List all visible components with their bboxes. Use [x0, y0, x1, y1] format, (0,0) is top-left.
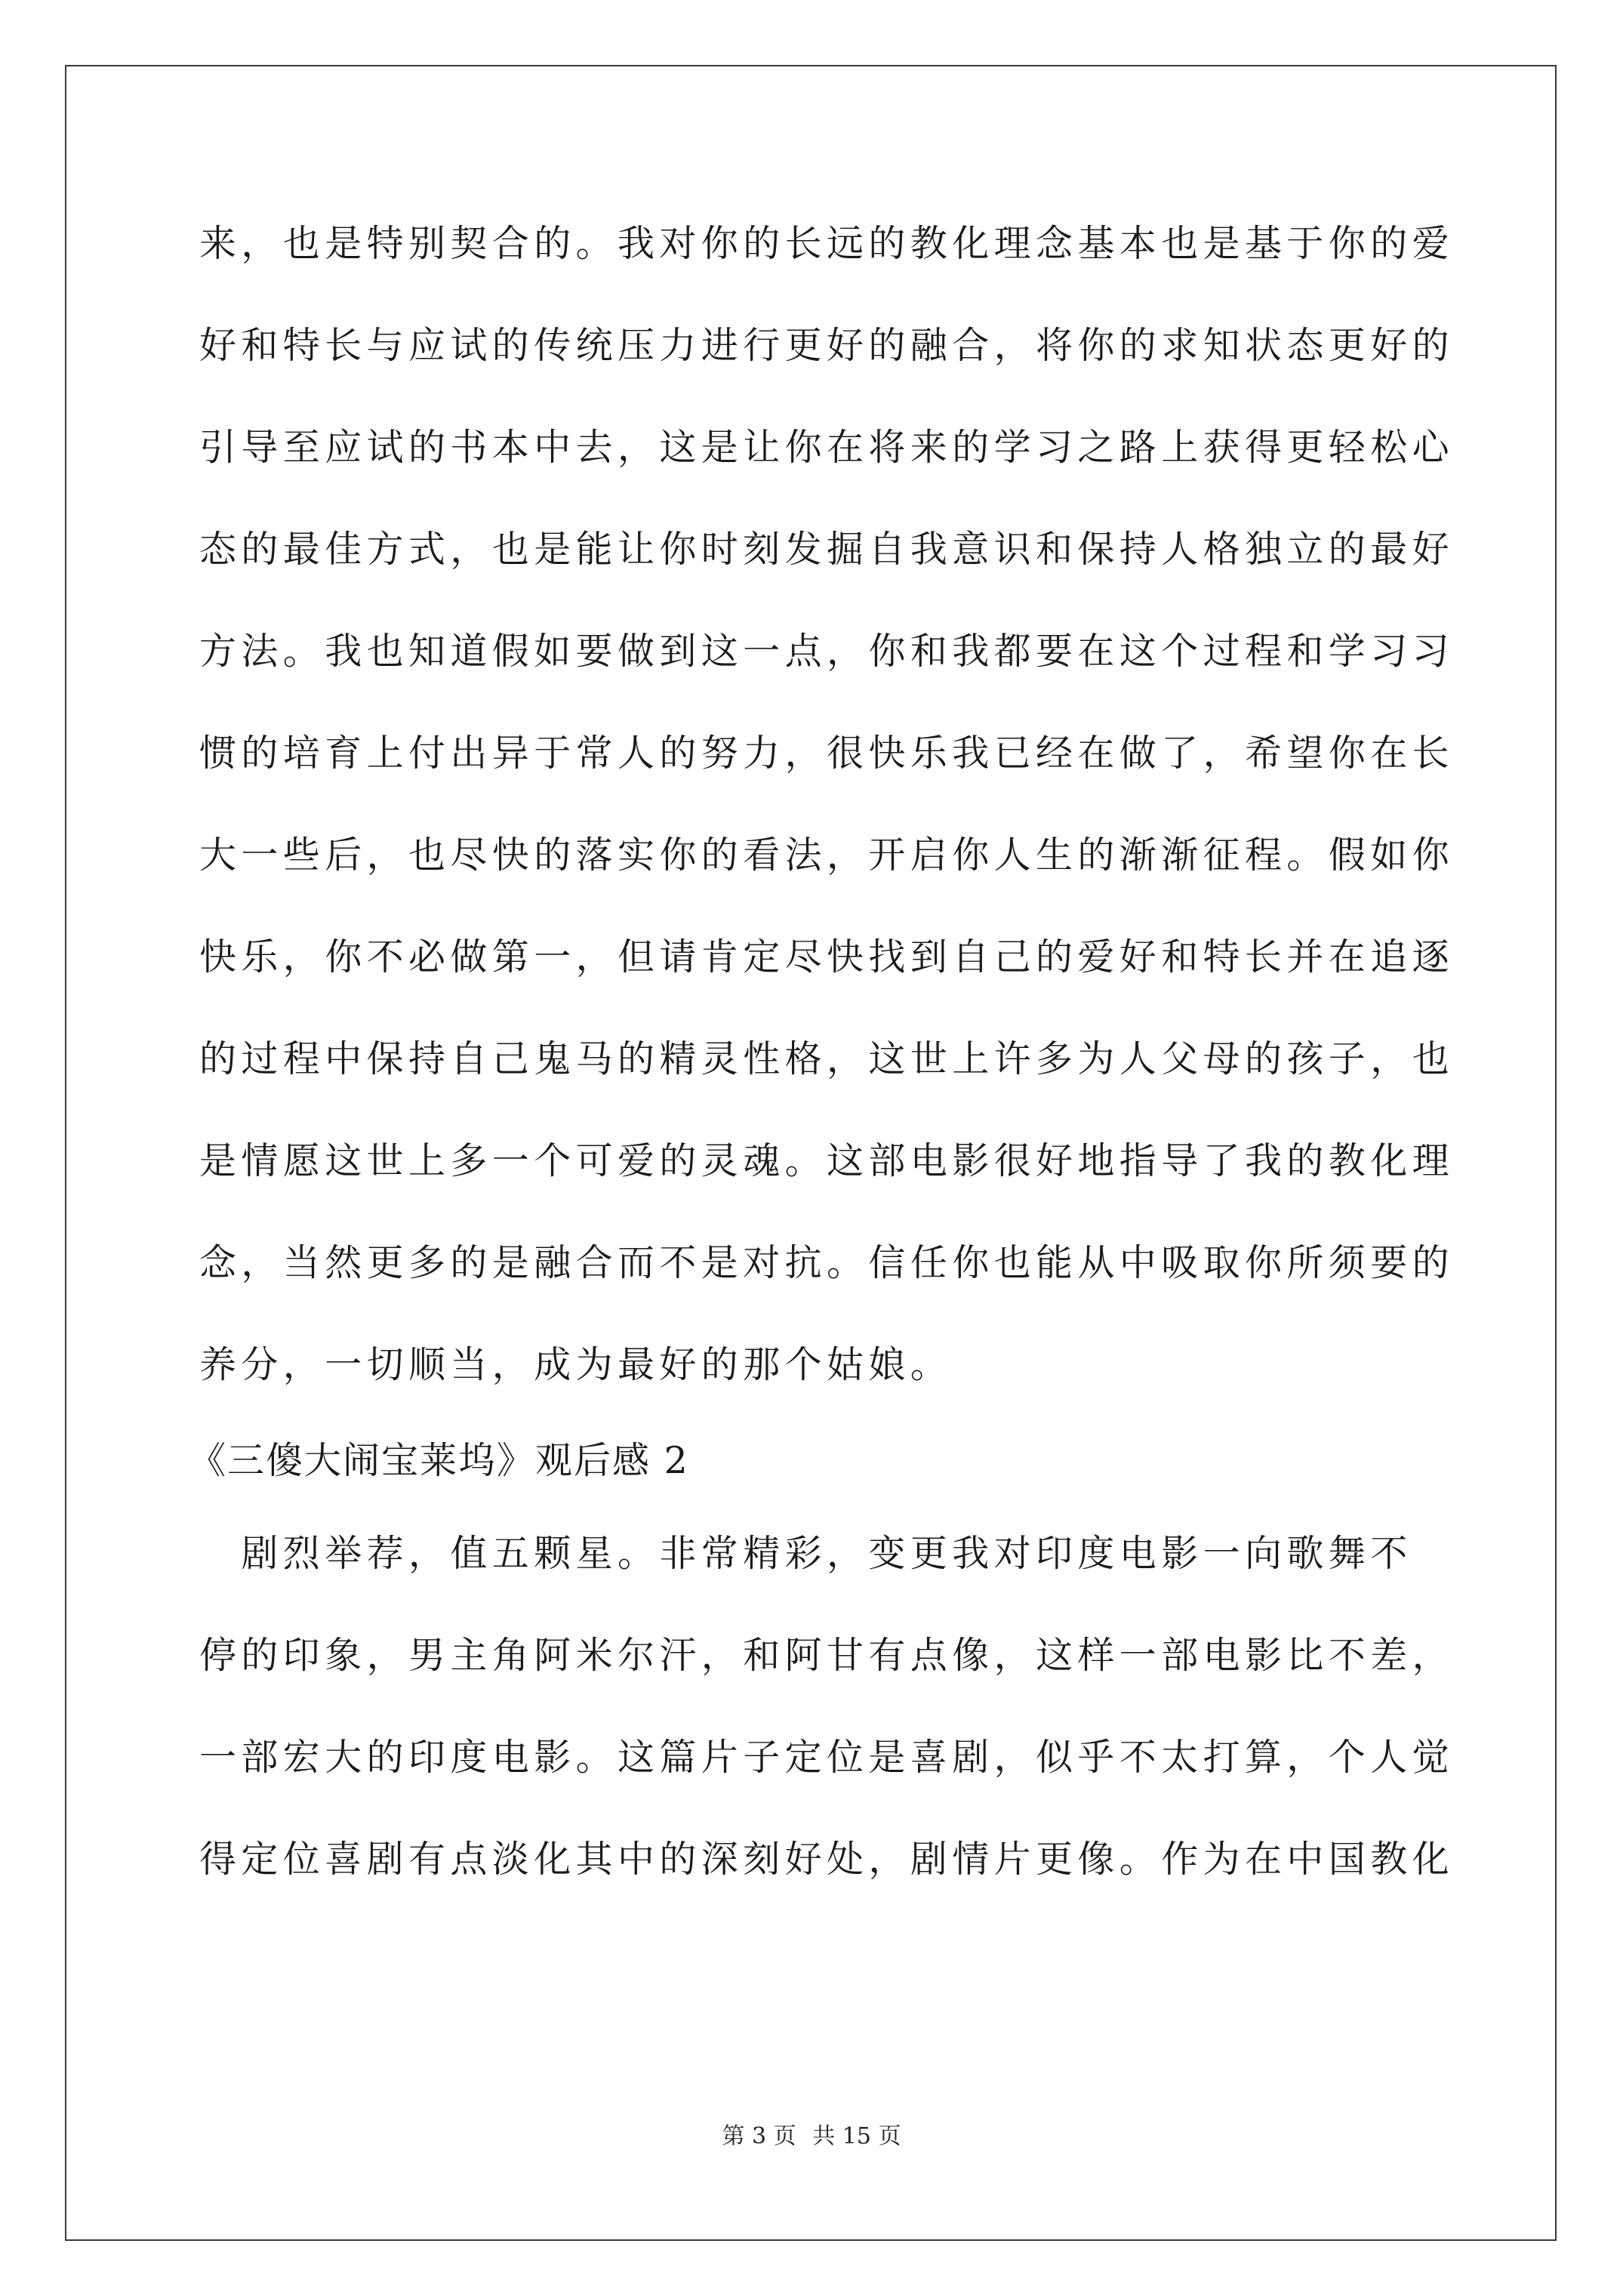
section-line: 一部宏大的印度电影。这篇片子定位是喜剧，似乎不太打算，个人觉: [199, 1736, 1455, 1779]
page-total: 共 15 页: [812, 2123, 901, 2150]
body-line: 大一些后，也尽快的落实你的看法，开启你人生的渐渐征程。假如你: [199, 834, 1455, 877]
body-line: 惯的培育上付出异于常人的努力，很快乐我已经在做了，希望你在长: [199, 732, 1455, 775]
section-line: 停的印象，男主角阿米尔汗，和阿甘有点像，这样一部电影比不差，: [199, 1634, 1455, 1677]
body-line: 是情愿这世上多一个可爱的灵魂。这部电影很好地指导了我的教化理: [199, 1139, 1455, 1182]
body-line: 方法。我也知道假如要做到这一点，你和我都要在这个过程和学习习: [199, 630, 1455, 673]
body-line: 念，当然更多的是融合而不是对抗。信任你也能从中吸取你所须要的: [199, 1241, 1455, 1284]
body-line: 养分，一切顺当，成为最好的那个姑娘。: [199, 1343, 953, 1386]
section-heading: 《三傻大闹宝莱坞》观后感 2: [189, 1439, 689, 1482]
body-line: 快乐，你不必做第一，但请肯定尽快找到自己的爱好和特长并在追逐: [199, 935, 1455, 978]
body-line: 的过程中保持自己鬼马的精灵性格，这世上许多为人父母的孩子，也: [199, 1037, 1455, 1080]
section-line: 得定位喜剧有点淡化其中的深刻好处，剧情片更像。作为在中国教化: [199, 1838, 1455, 1881]
body-line: 态的最佳方式，也是能让你时刻发掘自我意识和保持人格独立的最好: [199, 528, 1455, 571]
page-number: 第 3 页: [722, 2123, 796, 2150]
body-line: 引导至应试的书本中去，这是让你在将来的学习之路上获得更轻松心: [199, 426, 1455, 469]
body-line: 来，也是特别契合的。我对你的长远的教化理念基本也是基于你的爱: [199, 222, 1455, 265]
body-line: 好和特长与应试的传统压力进行更好的融合，将你的求知状态更好的: [199, 324, 1455, 367]
page-footer: [0, 2122, 1623, 2152]
section-line: 剧烈举荐，值五颗星。非常精彩，变更我对印度电影一向歌舞不: [199, 1532, 1412, 1575]
